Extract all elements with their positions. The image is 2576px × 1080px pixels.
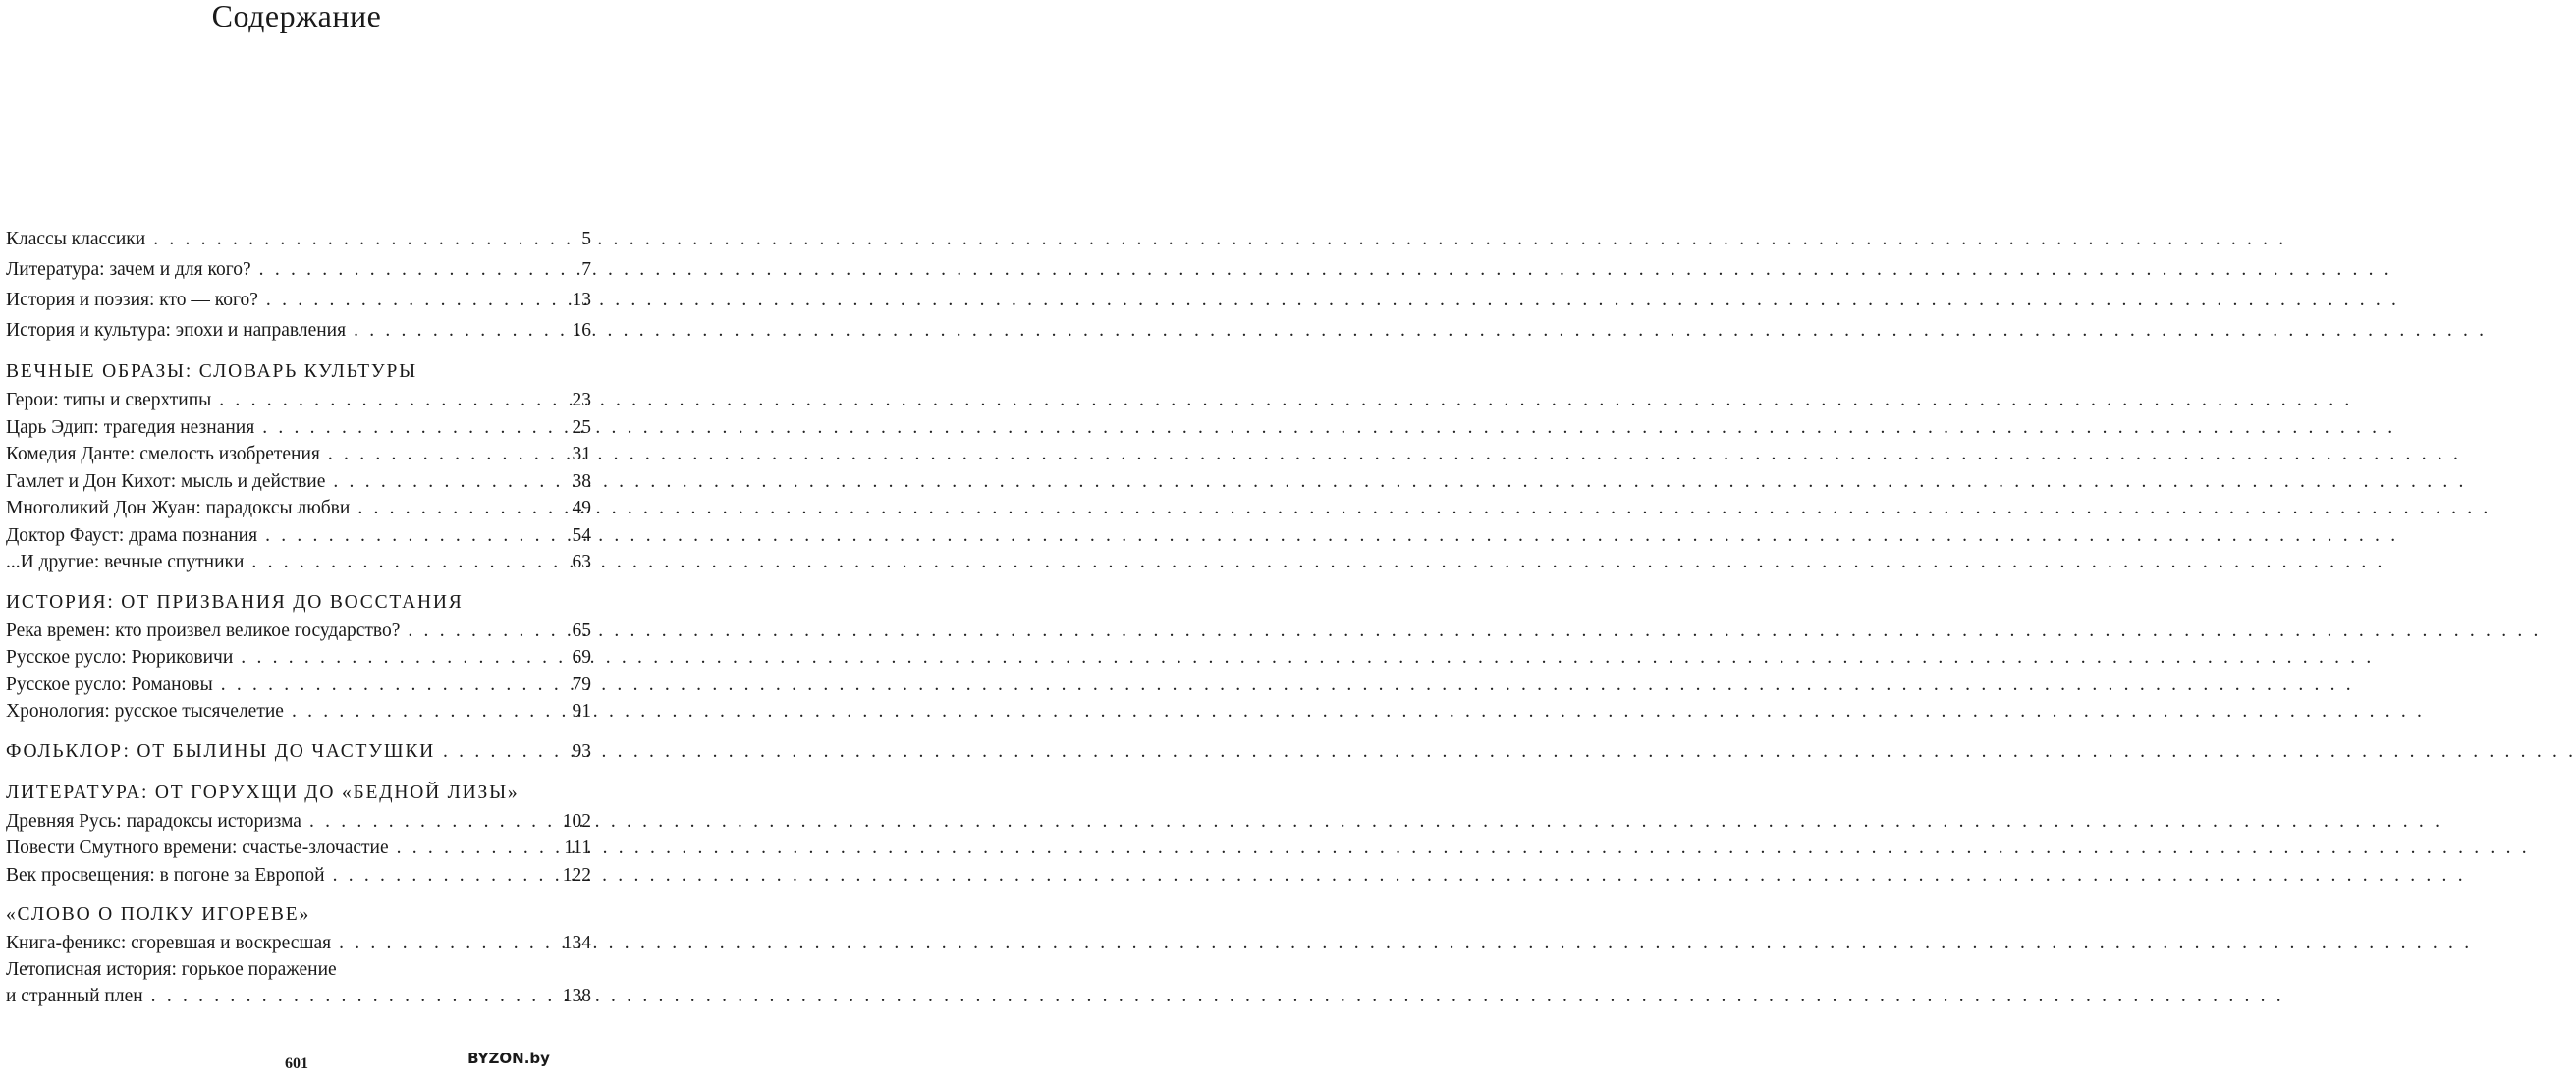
toc-entry-page: 54 [572, 524, 591, 546]
toc-entry-title: Гамлет и Дон Кихот: мысль и действие [6, 470, 326, 492]
toc-entry [6, 441, 591, 468]
leader-dots [309, 808, 557, 836]
leader-dots [266, 285, 567, 315]
toc-entry-title: Повести Смутного времени: счастье-злочастие [6, 837, 389, 858]
section-heading: «СЛОВО О ПОЛКУ ИГОРЕВЕ» [6, 904, 310, 925]
toc-entry-page: 63 [572, 552, 591, 572]
toc-entry [6, 254, 591, 285]
toc-entry-title: Многоликий Дон Жуан: парадоксы любви [6, 498, 351, 518]
section-heading: ФОЛЬКЛОР: ОТ БЫЛИНЫ ДО ЧАСТУШКИ [6, 740, 436, 762]
toc-entry-title: Река времен: кто произвел великое государство? [6, 620, 401, 641]
toc-entry [6, 549, 591, 576]
toc-entry-page: 13 [572, 290, 591, 310]
toc-entry-page: 38 [572, 470, 591, 492]
toc-entry [6, 698, 591, 726]
leader-dots [265, 522, 566, 550]
toc-entry [6, 387, 591, 414]
leader-dots [221, 672, 567, 699]
toc-entry-title-line: Летописная история: горькое поражение [6, 958, 337, 980]
leader-dots [333, 862, 557, 890]
toc-entry [6, 983, 591, 1010]
toc-entry-title: Век просвещения: в погоне за Европой [6, 864, 325, 886]
toc-entry-title: Герои: типы и сверхтипы [6, 390, 212, 410]
leader-dots [292, 698, 567, 726]
toc-entry-page: 79 [572, 674, 591, 695]
leader-dots [339, 930, 557, 957]
toc-entry-page: 7 [581, 259, 591, 280]
toc-entry-page: 134 [562, 933, 591, 953]
page-number: 601 [285, 1055, 308, 1072]
toc-entry-title: Русское русло: Романовы [6, 674, 213, 695]
leader-dots [443, 737, 566, 767]
toc-entry-page: 5 [581, 229, 591, 249]
leader-dots [262, 414, 566, 442]
toc-entry [6, 835, 591, 862]
toc-entry-page: 91 [572, 701, 591, 722]
toc-entry [6, 862, 591, 890]
toc-entry-title: Древняя Русь: парадоксы историзма [6, 810, 301, 832]
toc-entry-title: Доктор Фауст: драма познания [6, 524, 258, 546]
page-title: Содержание [211, 0, 382, 33]
leader-dots [251, 549, 566, 576]
toc-entry-page: 111 [564, 837, 591, 858]
leader-dots [219, 387, 566, 414]
leader-dots [357, 495, 566, 522]
toc-entry-page: 122 [562, 864, 591, 886]
toc-entry [6, 644, 591, 672]
toc-entry [6, 930, 591, 957]
leader-dots [151, 983, 557, 1010]
toc-entry-page: 16 [572, 320, 591, 341]
section-heading: ЛИТЕРАТУРА: ОТ ГОРУХЩИ ДО «БЕДНОЙ ЛИЗЫ» [6, 782, 520, 803]
toc-entry-page: 31 [572, 444, 591, 464]
toc-section-entry [6, 737, 591, 767]
toc-entry-title: История и культура: эпохи и направления [6, 320, 347, 341]
toc-entry [6, 285, 591, 315]
toc-entry [6, 495, 591, 522]
toc-entry-title: Классы классики [6, 229, 146, 249]
leader-dots [259, 254, 576, 285]
toc-entry-page: 65 [572, 620, 591, 641]
section-heading: ВЕЧНЫЕ ОБРАЗЫ: СЛОВАРЬ КУЛЬТУРЫ [6, 361, 417, 382]
toc-entry-title: Литература: зачем и для кого? [6, 259, 251, 280]
table-of-contents [6, 224, 591, 1009]
toc-entry-title: Книга-феникс: сгоревшая и воскресшая [6, 933, 332, 953]
toc-entry-page: 25 [572, 416, 591, 438]
toc-entry-page: 69 [572, 647, 591, 668]
toc-entry [6, 808, 591, 836]
toc-entry-title: Русское русло: Рюриковичи [6, 647, 234, 668]
toc-entry [6, 224, 591, 254]
leader-dots [153, 224, 575, 254]
toc-entry-title: История и поэзия: кто — кого? [6, 290, 258, 310]
toc-entry [6, 468, 591, 496]
watermark: BYZON.by [432, 1044, 585, 1073]
leader-dots [328, 441, 567, 468]
toc-entry [6, 672, 591, 699]
toc-entry [6, 522, 591, 550]
toc-entry [6, 618, 591, 645]
toc-entry-page: 102 [562, 810, 591, 832]
toc-entry-page: 93 [572, 740, 591, 762]
toc-entry-title: Царь Эдип: трагедия незнания [6, 416, 255, 438]
toc-entry-title: ...И другие: вечные спутники [6, 552, 245, 572]
leader-dots [241, 644, 566, 672]
toc-entry [6, 315, 591, 346]
leader-dots [408, 618, 566, 645]
toc-entry-page: 138 [562, 985, 591, 1006]
toc-entry-title: Комедия Данте: смелость изобретения [6, 444, 320, 464]
toc-entry-title: и странный плен [6, 985, 143, 1006]
leader-dots [397, 835, 559, 862]
toc-entry-page: 49 [572, 498, 591, 518]
leader-dots [333, 468, 566, 496]
toc-entry-title: Хронология: русское тысячелетие [6, 701, 284, 722]
toc-entry [6, 414, 591, 442]
toc-entry-page: 23 [572, 390, 591, 410]
section-heading: ИСТОРИЯ: ОТ ПРИЗВАНИЯ ДО ВОССТАНИЯ [6, 591, 464, 613]
leader-dots [354, 315, 566, 346]
